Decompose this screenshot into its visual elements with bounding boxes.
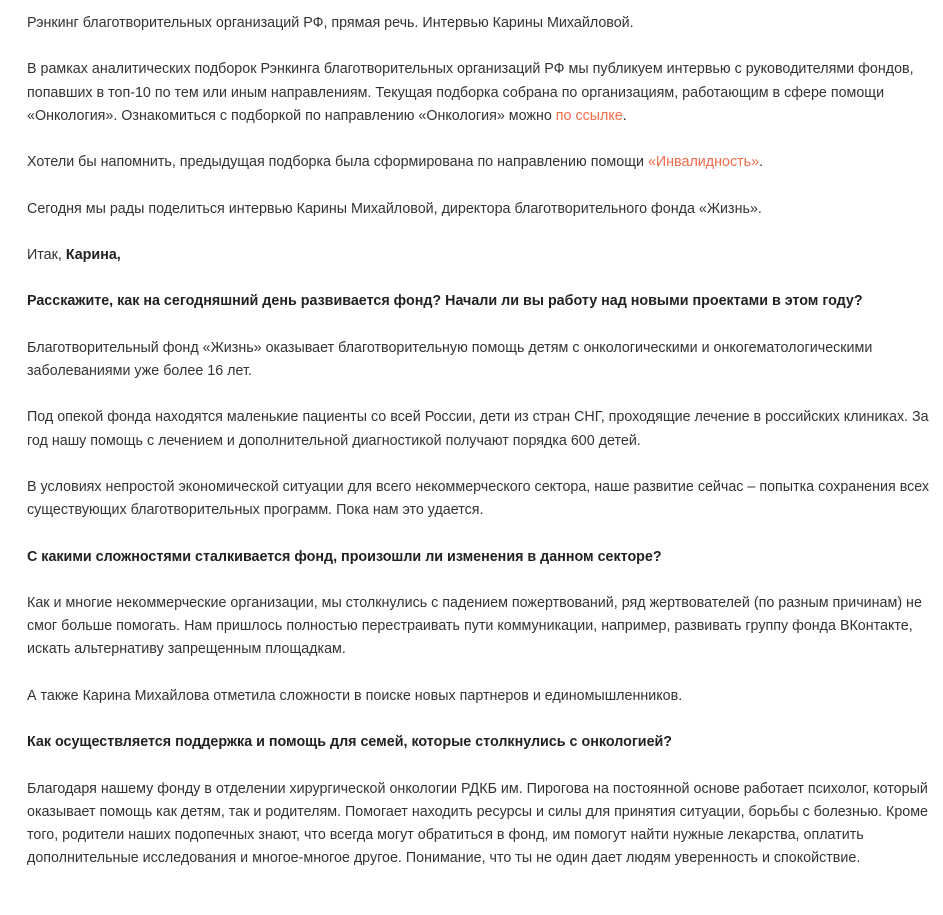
paragraph-text: Хотели бы напомнить, предыдущая подборка была сформирована по направлению помощи <box>27 154 648 171</box>
article-paragraph-greeting <box>27 244 933 267</box>
disability-selection-link[interactable]: «Инвалидность» <box>647 154 760 171</box>
paragraph-end: . <box>622 107 627 124</box>
answer-3-paragraph-1: Благодаря нашему фонду в отделении хирургической онкологии РДКБ им. Пирогова на постоянной основе работает психолог, который оказывает помощь как детям, так и родителям. Помогает находить ресурсы и силы для принятия ситуации, борьбы с болезнью. Кроме того, родители наших подопечных знают, что всегда могут обратиться в фонд, им помогут найти нужные лекарства, оплатить дополнительные исследования и многое-многое другое. Понимание, что ты не один дает людям уверенность и спокойствие. <box>27 780 928 867</box>
question-3: Как осуществляется поддержка и помощь для семей, которые столкнулись с онкологией? <box>27 734 673 751</box>
article-paragraph-intro <box>27 58 933 128</box>
answer-2-paragraph-2: А также Карина Михайлова отметила сложности в поиске новых партнеров и единомышленников. <box>27 687 683 704</box>
article-intro-title: Рэнкинг благотворительных организаций РФ, прямая речь. Интервью Карины Михайловой. <box>27 15 634 31</box>
question-1: Расскажите, как на сегодняшний день развивается фонд? Начали ли вы работу над новыми проектами в этом году? <box>27 293 863 310</box>
answer-1-paragraph-2: Под опекой фонда находятся маленькие пациенты со всей России, дети из стран СНГ, проходящие лечение в российских клиниках. За год нашу помощь с лечением и дополнительной диагностикой получают порядка 600 детей. <box>27 409 929 449</box>
oncology-selection-link[interactable]: по ссылке <box>555 107 623 124</box>
question-2: С какими сложностями сталкивается фонд, произошли ли изменения в данном секторе? <box>27 548 662 565</box>
paragraph-text: В рамках аналитических подборок Рэнкинга благотворительных организаций РФ мы публикуем интервью с руководителями фондов, попавших в топ-10 по тем или иным направлениям. Текущая подборка собрана по организациям, работающим в сфере помощи «Онкология». Ознакомиться с подборкой по направлению «Онкология» можно <box>27 61 914 124</box>
answer-1-paragraph-1: Благотворительный фонд «Жизнь» оказывает благотворительную помощь детям с онкологическими и онкогематологическими заболеваниями уже более 16 лет. <box>27 339 873 379</box>
paragraph-text: Итак, <box>27 246 66 263</box>
answer-1-paragraph-3: В условиях непростой экономической ситуации для всего некоммерческого сектора, наше развитие сейчас – попытка сохранения всех существующих благотворительных программ. Пока нам это удается. <box>27 478 930 519</box>
article-paragraph-today: Сегодня мы рады поделиться интервью Карины Михайловой, директора благотворительного фонда «Жизнь». <box>27 200 762 217</box>
interviewee-name: Карина, <box>65 246 121 263</box>
article-paragraph-previous <box>27 151 933 174</box>
answer-2-paragraph-1: Как и многие некоммерческие организации, мы столкнулись с падением пожертвований, ряд жертвователей (по разным причинам) не смог больше помогать. Нам пришлось полностью перестраивать пути коммуникации, например, развивать группу фонда ВКонтакте, искать альтернативу запрещенным площадкам. <box>27 594 922 658</box>
paragraph-end: . <box>759 154 764 171</box>
